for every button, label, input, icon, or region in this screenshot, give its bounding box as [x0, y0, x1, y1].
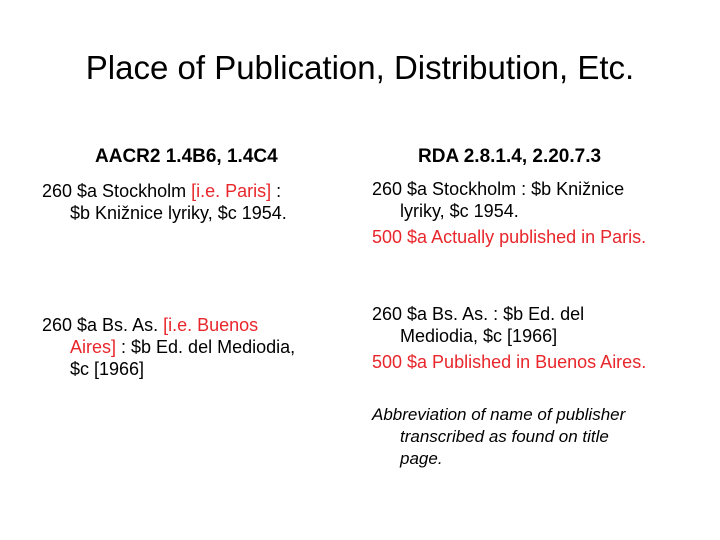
field-text: 260 $a Bs. As.: [42, 315, 164, 335]
field-text: : $b Ed. del Mediodia,: [116, 337, 296, 357]
slide-title: Place of Publication, Distribution, Etc.: [85, 49, 635, 86]
aacr2-example-buenos-aires: [42, 314, 295, 380]
field-text: :: [271, 181, 282, 201]
aacr2-example-buenos-aires-line-3: $c [1966]: [70, 359, 145, 379]
rda-example-stockholm: [372, 178, 646, 248]
interpolation-text: [i.e. Buenos: [163, 315, 259, 335]
rda-example-buenos-aires-line-1: 260 $a Bs. As. : $b Ed. del: [372, 304, 585, 324]
aacr2-heading: AACR2 1.4B6, 1.4C4: [95, 146, 278, 167]
aacr2-example-buenos-aires-line-2: [42, 336, 295, 358]
note-line-3: page.: [400, 449, 443, 468]
aacr2-example-stockholm-line-1: [42, 180, 287, 202]
aacr2-example-buenos-aires-line-1: [42, 314, 295, 336]
rda-example-stockholm-line-2: lyriky, $c 1954.: [400, 201, 519, 221]
aacr2-example-stockholm: [42, 180, 287, 224]
rda-example-buenos-aires-line-2: Mediodia, $c [1966]: [400, 326, 558, 346]
rda-heading: RDA 2.8.1.4, 2.20.7.3: [418, 146, 602, 167]
aacr2-example-stockholm-line-2: $b Knižnice lyriky, $c 1954.: [70, 203, 287, 223]
publisher-abbreviation-note: [372, 404, 625, 470]
interpolation-text: [i.e. Paris]: [191, 181, 272, 201]
field-text: 260 $a Stockholm: [42, 181, 192, 201]
rda-note-paris: 500 $a Actually published in Paris.: [372, 227, 647, 247]
rda-example-stockholm-line-1: 260 $a Stockholm : $b Knižnice: [372, 179, 625, 199]
interpolation-text: Aires]: [70, 337, 117, 357]
rda-example-buenos-aires: [372, 303, 646, 373]
note-line-2: transcribed as found on title: [400, 427, 609, 446]
rda-note-buenos-aires: 500 $a Published in Buenos Aires.: [372, 352, 647, 372]
note-line-1: Abbreviation of name of publisher: [372, 405, 626, 424]
